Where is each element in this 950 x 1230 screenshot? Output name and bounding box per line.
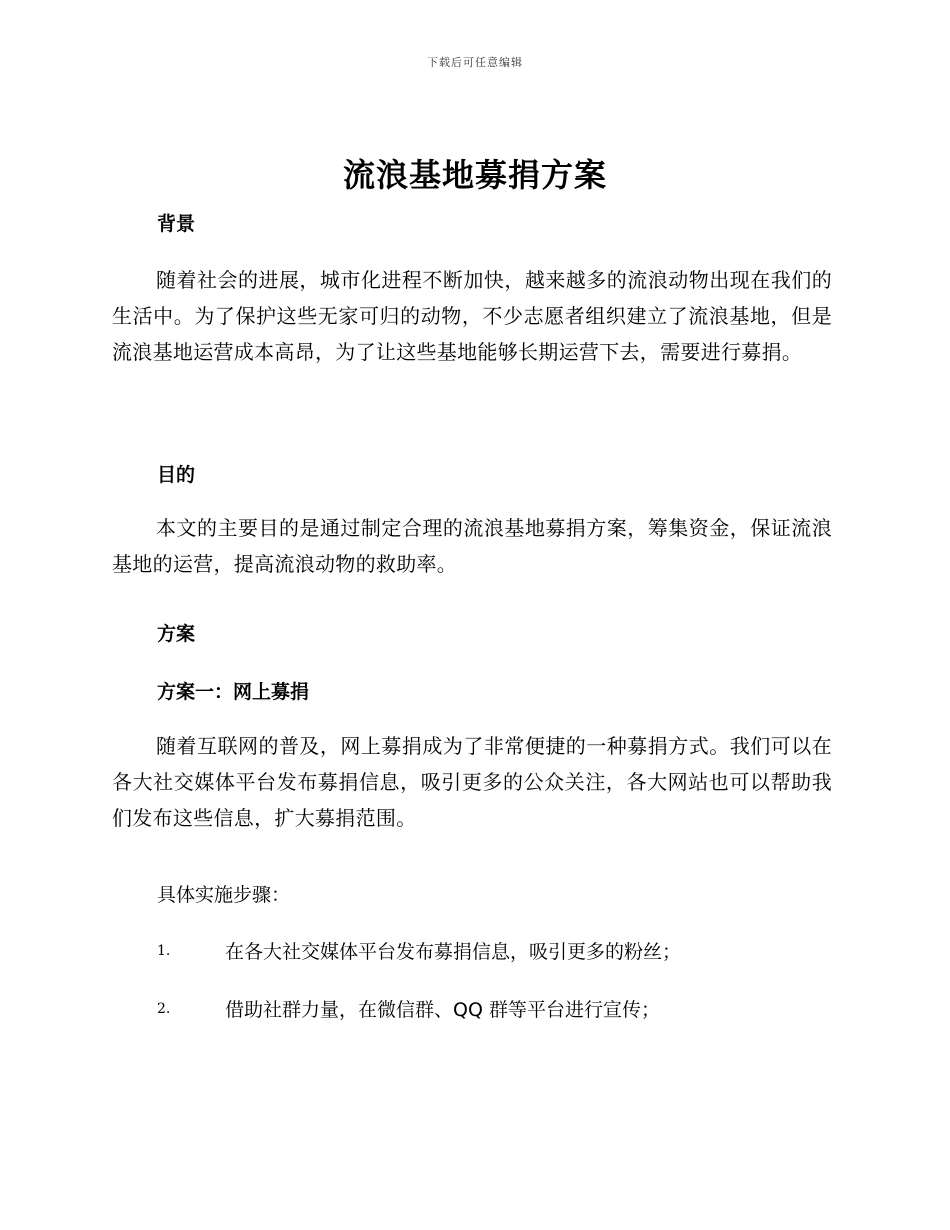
list-item-text: 借助社群力量，在微信群、QQ 群等平台进行宣传； [225,999,660,1021]
list-item [157,937,837,964]
document-title: 流浪基地募捐方案 [342,156,607,194]
paragraph-option1: 随着互联网的普及，网上募捐成为了非常便捷的一种募捐方式。我们可以在各大社交媒体平台发布募捐信息，吸引更多的公众关注，各大网站也可以帮助我们发布这些信息，扩大募捐范围。 [112,734,832,830]
paragraph-purpose: 本文的主要目的是通过制定合理的流浪基地募捐方案，筹集资金，保证流浪基地的运营，提高流浪动物的救助率。 [112,516,832,576]
paragraph-background: 随着社会的进展，城市化进程不断加快，越来越多的流浪动物出现在我们的生活中。为了保护这些无家可归的动物，不少志愿者组织建立了流浪基地，但是流浪基地运营成本高昂，为了让这些基地能够长期运营下去，需要进行募捐。 [112,268,832,364]
list-item [157,995,837,1022]
steps-label: 具体实施步骤： [157,884,291,906]
heading-plan: 方案 [157,623,196,645]
list-item-number: 1. [157,942,171,959]
list-item-number: 2. [157,1000,171,1017]
header-note: 下载后可任意编辑 [427,56,523,69]
heading-purpose: 目的 [157,464,196,486]
list-item-text: 在各大社交媒体平台发布募捐信息，吸引更多的粉丝； [225,941,682,963]
heading-option1: 方案一：网上募捐 [157,681,310,703]
heading-background: 背景 [157,213,196,235]
